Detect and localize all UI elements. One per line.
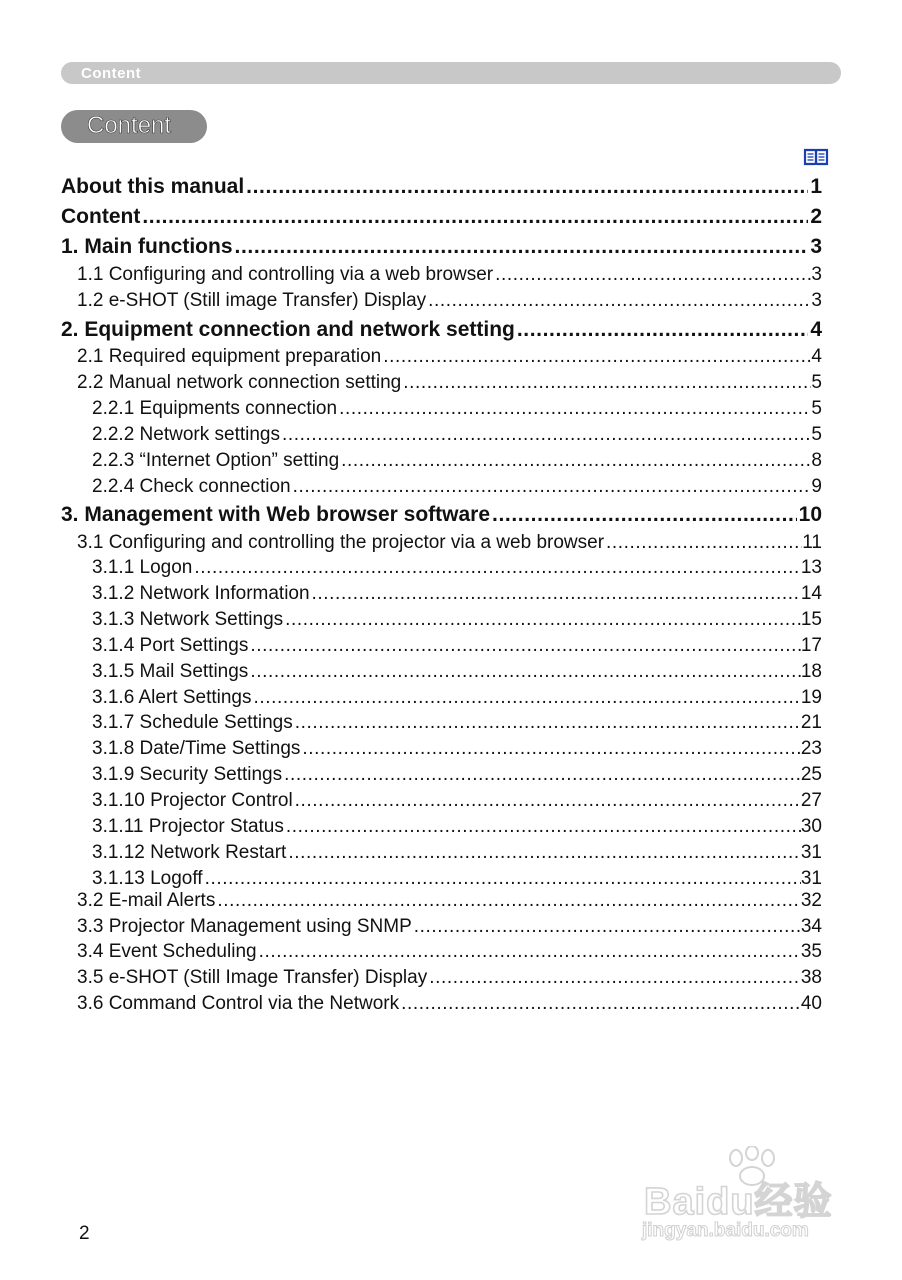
toc-leader-dots: [412, 916, 801, 938]
toc-entry-label: 3.1.3 Network Settings: [92, 609, 284, 630]
toc-leader-dots: [399, 993, 801, 1015]
toc-entry-label: 2.2.2 Network settings: [92, 424, 280, 445]
toc-entry-label: 1.1 Configuring and controlling via a web browser: [77, 264, 494, 285]
toc-entry-page: 3: [811, 290, 822, 311]
toc-entry-page: 27: [800, 790, 822, 811]
toc-entry[interactable]: [92, 738, 822, 760]
toc-entry-page: 4: [810, 318, 822, 341]
toc-entry-page: 40: [800, 993, 822, 1014]
toc-leader-dots: [300, 738, 800, 760]
toc-entry-label: 3.1.13 Logoff: [92, 868, 203, 889]
toc-leader-dots: [381, 346, 811, 368]
toc-entry[interactable]: [61, 205, 822, 229]
toc-entry-page: 8: [811, 450, 822, 471]
page-number: 2: [79, 1223, 90, 1244]
watermark: [640, 1140, 855, 1250]
toc-leader-dots: [248, 635, 801, 657]
toc-entry-label: 3.1.9 Security Settings: [92, 764, 283, 785]
toc-entry-label: 3.1.1 Logon: [92, 557, 193, 578]
toc-entry[interactable]: [61, 235, 822, 259]
toc-leader-dots: [490, 503, 797, 527]
toc-leader-dots: [291, 476, 812, 498]
toc-entry-page: 11: [802, 532, 822, 553]
toc-entry-label: 3.1.6 Alert Settings: [92, 687, 252, 708]
toc-entry-label: 2.2 Manual network connection setting: [77, 372, 402, 393]
toc-leader-dots: [248, 661, 801, 683]
toc-entry[interactable]: [92, 842, 822, 864]
toc-leader-dots: [252, 687, 801, 709]
toc-leader-dots: [192, 557, 800, 579]
toc-leader-dots: [604, 532, 802, 554]
toc-entry-label: 3.1.11 Projector Status: [92, 816, 284, 837]
toc-leader-dots: [233, 235, 809, 259]
toc-entry[interactable]: [92, 868, 822, 890]
toc-entry[interactable]: [77, 967, 822, 989]
toc-leader-dots: [284, 816, 801, 838]
toc-entry-label: 3.1.7 Schedule Settings: [92, 712, 293, 733]
toc-entry-page: 10: [798, 503, 822, 526]
toc-entry-page: 30: [800, 816, 822, 837]
toc-entry-page: 32: [800, 890, 822, 911]
toc-entry-label: 3.2 E-mail Alerts: [77, 890, 216, 911]
toc-entry-page: 15: [800, 609, 822, 630]
toc-entry-label: 3.1.12 Network Restart: [92, 842, 287, 863]
toc-entry-page: 5: [811, 424, 822, 445]
toc-entry[interactable]: [77, 532, 822, 554]
toc-leader-dots: [282, 764, 801, 786]
toc-leader-dots: [286, 842, 801, 864]
toc-entry[interactable]: [92, 557, 822, 579]
toc-leader-dots: [257, 941, 801, 963]
header-section-label: Content: [81, 65, 142, 82]
toc-leader-dots: [337, 398, 811, 420]
toc-leader-dots: [280, 424, 811, 446]
toc-entry[interactable]: [77, 993, 822, 1015]
toc-entry[interactable]: [77, 264, 822, 286]
toc-leader-dots: [401, 372, 811, 394]
toc-entry-page: 5: [811, 372, 822, 393]
toc-entry[interactable]: [61, 503, 822, 527]
toc-leader-dots: [427, 967, 801, 989]
title-pill: [61, 110, 207, 143]
toc-entry-page: 25: [800, 764, 822, 785]
toc-entry[interactable]: [92, 764, 822, 786]
toc-entry-page: 35: [800, 941, 822, 962]
toc-entry-label: 3.1.4 Port Settings: [92, 635, 249, 656]
toc-entry-page: 18: [800, 661, 822, 682]
toc-entry-label: 3. Management with Web browser software: [61, 503, 491, 526]
toc-entry-label: 3.1.2 Network Information: [92, 583, 310, 604]
page-title: Content: [87, 112, 172, 139]
toc-entry[interactable]: [92, 476, 822, 498]
toc-entry[interactable]: [92, 712, 822, 734]
toc-entry-page: 17: [800, 635, 822, 656]
toc-entry[interactable]: [77, 890, 822, 912]
toc-entry-label: 2.2.4 Check connection: [92, 476, 291, 497]
toc-leader-dots: [293, 712, 801, 734]
toc-leader-dots: [515, 318, 808, 342]
toc-entry-page: 23: [800, 738, 822, 759]
watermark-main: Baidu经验: [644, 1181, 833, 1223]
toc-entry-page: 14: [800, 583, 822, 604]
toc-entry-page: 13: [800, 557, 822, 578]
toc-entry[interactable]: [92, 583, 822, 605]
toc-entry[interactable]: [92, 687, 822, 709]
toc-entry-label: 1.2 e-SHOT (Still image Transfer) Display: [77, 290, 427, 311]
toc-entry[interactable]: [61, 175, 822, 199]
toc-entry-label: 2.2.3 “Internet Option” setting: [92, 450, 340, 471]
toc-leader-dots: [310, 583, 801, 605]
toc-leader-dots: [283, 609, 801, 631]
toc-leader-dots: [244, 175, 808, 199]
toc-entry[interactable]: [92, 790, 822, 812]
toc-entry-label: 3.1.10 Projector Control: [92, 790, 293, 811]
toc-entry-page: 3: [811, 264, 822, 285]
toc-entry[interactable]: [77, 346, 822, 368]
toc-entry-label: 2.2.1 Equipments connection: [92, 398, 338, 419]
toc-entry-page: 19: [800, 687, 822, 708]
toc-entry[interactable]: [77, 916, 822, 938]
toc-entry-page: 1: [810, 175, 822, 198]
toc-leader-dots: [493, 264, 811, 286]
toc-entry-label: 3.3 Projector Management using SNMP: [77, 916, 412, 937]
toc-entry-page: 31: [800, 842, 822, 863]
toc-leader-dots: [215, 890, 801, 912]
book-icon: [803, 147, 829, 167]
toc-entry-page: 21: [800, 712, 822, 733]
toc-entry-label: 3.4 Event Scheduling: [77, 941, 257, 962]
toc-entry[interactable]: [92, 661, 822, 683]
toc-entry-label: 3.1 Configuring and controlling the projector via a web browser: [77, 532, 605, 553]
toc-entry[interactable]: [61, 318, 822, 342]
toc-entry-page: 3: [810, 235, 822, 258]
toc-entry-page: 34: [800, 916, 822, 937]
toc-leader-dots: [426, 290, 811, 312]
toc-entry-label: 3.1.8 Date/Time Settings: [92, 738, 301, 759]
toc-entry-label: 1. Main functions: [61, 235, 233, 258]
toc-entry-page: 9: [811, 476, 822, 497]
toc-leader-dots: [339, 450, 811, 472]
toc-entry-label: 3.5 e-SHOT (Still Image Transfer) Display: [77, 967, 428, 988]
toc-entry-label: 3.1.5 Mail Settings: [92, 661, 249, 682]
toc-entry-page: 31: [800, 868, 822, 889]
toc-entry[interactable]: [92, 398, 822, 420]
toc-leader-dots: [140, 205, 808, 229]
toc-entry-label: 2. Equipment connection and network setting: [61, 318, 515, 341]
toc-leader-dots: [203, 868, 801, 890]
header-bar: [61, 62, 841, 84]
toc-entry-page: 38: [800, 967, 822, 988]
toc-entry-page: 5: [811, 398, 822, 419]
toc-entry[interactable]: [77, 941, 822, 963]
toc-entry-label: About this manual: [61, 175, 245, 198]
toc-entry-page: 2: [810, 205, 822, 228]
toc-entry-label: Content: [61, 205, 141, 228]
toc-entry[interactable]: [77, 290, 822, 312]
toc-entry[interactable]: [92, 609, 822, 631]
toc-entry[interactable]: [92, 635, 822, 657]
toc-entry-label: 3.6 Command Control via the Network: [77, 993, 400, 1014]
toc-entry[interactable]: [92, 450, 822, 472]
toc-entry[interactable]: [92, 424, 822, 446]
toc-leader-dots: [293, 790, 801, 812]
toc-entry-page: 4: [811, 346, 822, 367]
toc-entry[interactable]: [92, 816, 822, 838]
toc-entry-label: 2.1 Required equipment preparation: [77, 346, 382, 367]
watermark-sub: jingyan.baidu.com: [642, 1220, 809, 1241]
toc-entry[interactable]: [77, 372, 822, 394]
